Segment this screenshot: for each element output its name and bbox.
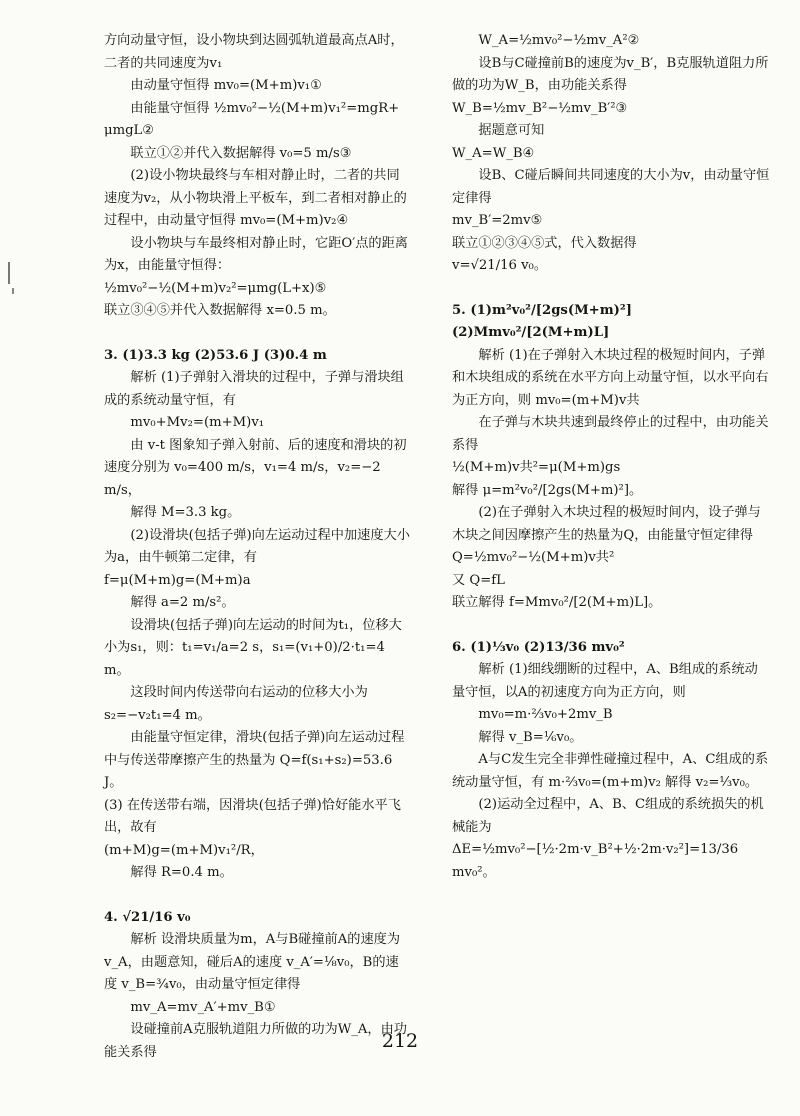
text-line: (2)运动全过程中，A、B、C组成的系统损失的机械能为	[452, 797, 764, 835]
text-line: A与C发生完全非弹性碰撞过程中，A、C组成的系统动量守恒，有 m·⅔v₀=(m+m)v₂ 解得 v₂=⅓v₀。	[452, 752, 769, 790]
equation: mv₀+Mv₂=(m+M)v₁	[130, 415, 265, 430]
text-line: (2)设小物块最终与车相对静止时，二者的共同速度为v₂，从小物块滑上平板车，到二者相对静止的过程中，由动量守恒得 mv₀=(M+m)v₂④	[104, 168, 407, 228]
text-line: 据题意可知	[478, 123, 545, 138]
text-line: 设小物块与车最终相对静止时，它距O′点的距离为x，由能量守恒得：	[104, 235, 408, 273]
text-line: 由 v-t 图象知子弹入射前、后的速度和滑块的初速度分别为 v₀=400 m/s，v₁=4 m/s，v₂=−2 m/s，	[104, 437, 407, 498]
text-line: 在子弹与木块共速到最终停止的过程中，由功能关系得	[452, 415, 769, 453]
equation: 联立解得 f=Mmv₀²/[2(M+m)L]。	[452, 595, 662, 610]
equation: 解得 μ=m²v₀²/[2gs(M+m)²]。	[452, 482, 643, 498]
answer-heading-4: 4. √21/16 v₀	[104, 909, 191, 925]
equation: Q=½mv₀²−½(M+m)v共²	[452, 550, 615, 565]
equation: mv_B′=2mv⑤	[452, 213, 543, 228]
text-line: 设B、C碰后瞬间共同速度的大小为v，由动量守恒定律得	[452, 168, 770, 206]
text-line: (3) 在传送带右端，因滑块(包括子弹)恰好能水平飞出，故有	[104, 797, 401, 835]
text-line: 由能量守恒定律，滑块(包括子弹)向左运动过程中与传送带摩擦产生的热量为 Q=f(s₁+s₂)=53.6 J。	[104, 730, 405, 790]
left-column	[104, 30, 410, 1064]
answer-heading-6: 6. (1)⅓v₀ (2)13/36 mv₀²	[452, 639, 625, 655]
text-line: 设碰撞前A克服轨道阻力所做的功为W_A，由功能关系得	[104, 1022, 407, 1060]
text-line: 解得 a=2 m/s²。	[130, 595, 235, 610]
text-line: 这段时间内传送带向右运动的位移大小为 s₂=−v₂t₁=4 m。	[104, 685, 368, 723]
text-line: 联立①②③④⑤式，代入数据得	[452, 235, 637, 251]
text-line: 联立③④⑤并代入数据解得 x=0.5 m。	[104, 303, 336, 318]
text-line: 设滑块(包括子弹)向左运动的时间为t₁，位移大小为s₁，则：t₁=v₁/a=2 s，s₁=(v₁+0)/2·t₁=4 m。	[104, 617, 402, 678]
equation: 又 Q=fL	[452, 572, 505, 588]
answer-heading-3: 3. (1)3.3 kg (2)53.6 J (3)0.4 m	[104, 347, 327, 363]
equation: mv_A=mv_A′+mv_B①	[130, 999, 276, 1015]
text-line: 解得 R=0.4 m。	[130, 865, 233, 880]
text-line: 方向动量守恒，设小物块到达圆弧轨道最高点A时，二者的共同速度为v₁	[104, 33, 404, 71]
equation: W_A=½mv₀²−½mv_A²②	[478, 33, 640, 48]
text-line: (2)设滑块(包括子弹)向左运动过程中加速度大小为a，由牛顿第二定律，有	[104, 527, 410, 565]
equation: ½(M+m)v共²=μ(M+m)gs	[452, 460, 621, 475]
text-line: 解析 设滑块质量为m，A与B碰撞前A的速度为v_A，由题意知，碰后A的速度 v_A′=⅛v₀，B的速度 v_B=¾v₀，由动量守恒定律得	[104, 932, 401, 992]
equation: ½mv₀²−½(M+m)v₂²=μmg(L+x)⑤	[104, 280, 327, 296]
equation: ΔE=½mv₀²−[½·2m·v_B²+½·2m·v₂²]=13/36 mv₀²。	[452, 842, 739, 880]
equation: 由能量守恒得 ½mv₀²−½(M+m)v₁²=mgR+	[130, 100, 400, 116]
text-line: (2)在子弹射入木块过程的极短时间内，设子弹与木块之间因摩擦产生的热量为Q，由能量守恒定律得	[452, 505, 761, 543]
equation: mv₀=m·⅔v₀+2mv_B	[478, 707, 613, 722]
text-line: 解析 (1)在子弹射入木块过程的极短时间内，子弹和木块组成的系统在水平方向上动量守恒，以水平向右为正方向，则 mv₀=(m+M)v共	[452, 347, 769, 408]
equation: W_A=W_B④	[452, 145, 535, 161]
equation: v=√21/16 v₀。	[452, 258, 548, 273]
text-line: 联立①②并代入数据解得 v₀=5 m/s③	[130, 145, 352, 161]
equation: μmgL②	[104, 123, 155, 138]
binding-mark-small	[12, 288, 14, 294]
text-line: 解析 (1)细线绷断的过程中，A、B组成的系统动量守恒，以A的初速度方向为正方向，则	[452, 662, 758, 700]
equation: (m+M)g=(m+M)v₁²/R，	[104, 842, 264, 858]
equation: W_B=½mv_B²−½mv_B′²③	[452, 100, 628, 116]
text-line: 解析 (1)子弹射入滑块的过程中，子弹与滑块组成的系统动量守恒，有	[104, 370, 404, 408]
page-number: 212	[381, 1030, 419, 1052]
equation: 由动量守恒得 mv₀=(M+m)v₁①	[130, 78, 322, 93]
equation: f=μ(M+m)g=(M+m)a	[104, 572, 251, 588]
text-line: 解得 M=3.3 kg。	[130, 505, 241, 520]
binding-mark	[8, 262, 10, 284]
text-line: 解得 v_B=⅙v₀。	[478, 729, 583, 745]
text-line: 设B与C碰撞前B的速度为v_B′，B克服轨道阻力所做的功为W_B，由功能关系得	[452, 55, 769, 93]
right-column	[452, 30, 770, 884]
answer-heading-5: 5. (1)m²v₀²/[2gs(M+m)²] (2)Mmv₀²/[2(M+m)L]	[452, 302, 632, 340]
